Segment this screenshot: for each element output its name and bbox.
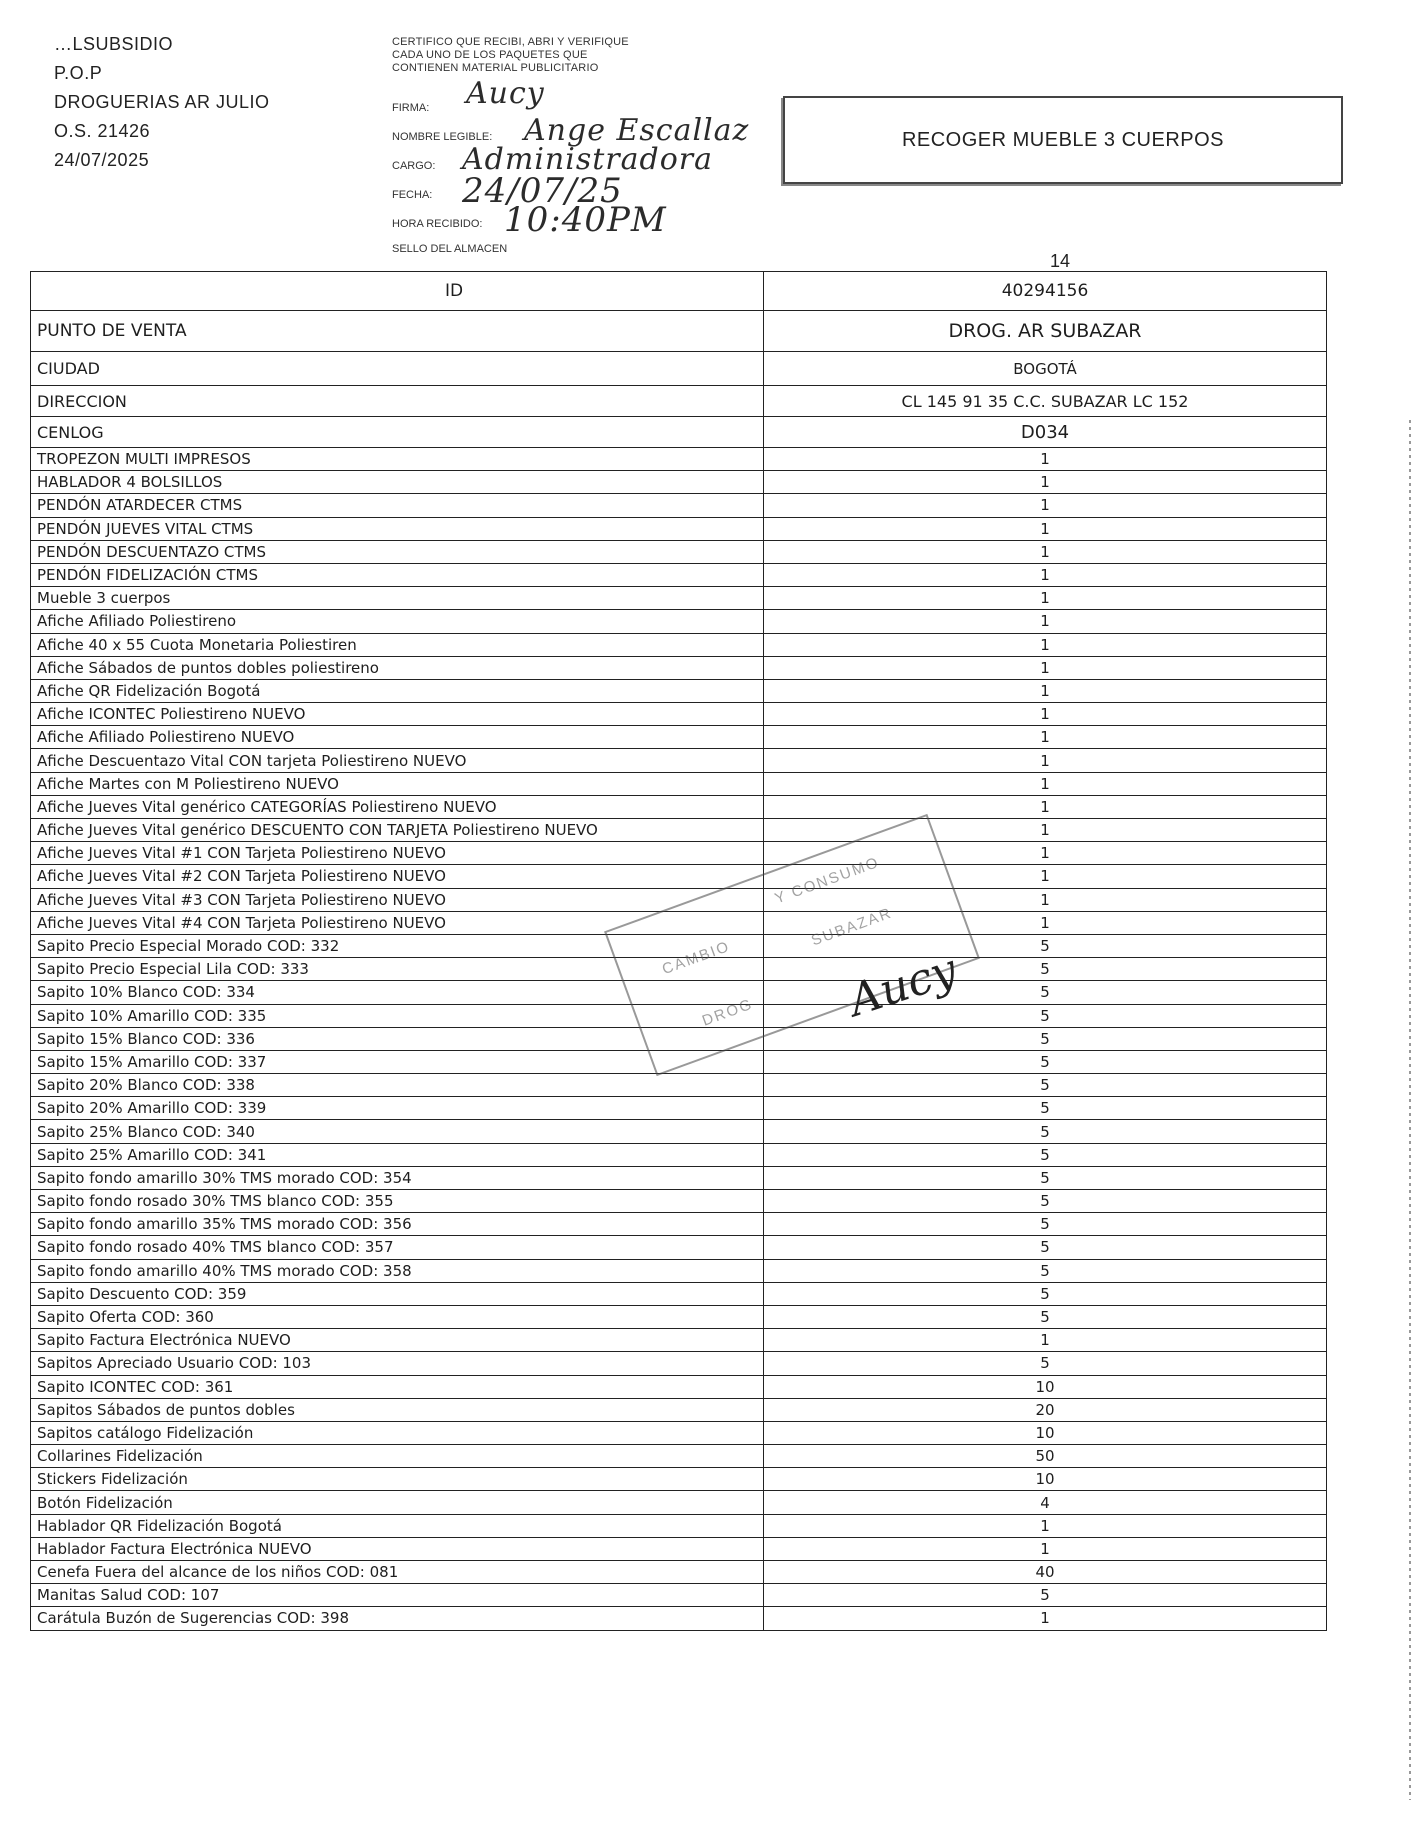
item-name: Sapito fondo amarillo 35% TMS morado COD: 356 [31, 1213, 764, 1236]
stamp-text: Y CONSUMO [772, 853, 882, 908]
item-name: Sapito fondo amarillo 40% TMS morado COD: 358 [31, 1259, 764, 1282]
table-row [31, 1120, 1327, 1143]
item-quantity: 5 [764, 1352, 1327, 1375]
item-name: Sapito 20% Blanco COD: 338 [31, 1074, 764, 1097]
item-name: Afiche Afiliado Poliestireno NUEVO [31, 726, 764, 749]
table-row [31, 610, 1327, 633]
table-row [31, 1445, 1327, 1468]
item-name: HABLADOR 4 BOLSILLOS [31, 471, 764, 494]
item-quantity: 1 [764, 772, 1327, 795]
item-name: Sapitos Sábados de puntos dobles [31, 1398, 764, 1421]
table-row [31, 865, 1327, 888]
table-row [31, 633, 1327, 656]
table-row [31, 656, 1327, 679]
table-row [31, 587, 1327, 610]
item-name: Sapito fondo amarillo 30% TMS morado COD: 354 [31, 1166, 764, 1189]
table-row [31, 703, 1327, 726]
item-quantity: 10 [764, 1421, 1327, 1444]
ciudad-label: CIUDAD [31, 352, 764, 386]
pickup-note: RECOGER MUEBLE 3 CUERPOS [901, 128, 1225, 151]
item-quantity: 1 [764, 1514, 1327, 1537]
table-row [31, 1607, 1327, 1630]
item-name: Sapito Precio Especial Morado COD: 332 [31, 934, 764, 957]
nombre-label: NOMBRE LEGIBLE: [392, 131, 493, 143]
table-row [31, 1097, 1327, 1120]
item-name: Collarines Fidelización [31, 1445, 764, 1468]
table-row [31, 1190, 1327, 1213]
item-quantity: 10 [764, 1375, 1327, 1398]
item-quantity: 1 [764, 471, 1327, 494]
firma-handwritten: Aucy [466, 76, 545, 111]
table-row [31, 795, 1327, 818]
item-quantity: 1 [764, 610, 1327, 633]
table-row [31, 471, 1327, 494]
item-name: Afiche Jueves Vital #2 CON Tarjeta Poliestireno NUEVO [31, 865, 764, 888]
stamp-text: DROG [699, 995, 756, 1030]
document-header [54, 30, 270, 175]
item-name: PENDÓN DESCUENTAZO CTMS [31, 540, 764, 563]
item-quantity: 5 [764, 1004, 1327, 1027]
item-quantity: 1 [764, 1537, 1327, 1560]
item-quantity: 4 [764, 1491, 1327, 1514]
item-quantity: 5 [764, 1143, 1327, 1166]
item-name: Sapito 15% Blanco COD: 336 [31, 1027, 764, 1050]
cert-line: CONTIENEN MATERIAL PUBLICITARIO [392, 62, 599, 74]
item-quantity: 1 [764, 633, 1327, 656]
stamp-text: CAMBIO [659, 937, 733, 979]
table-row [31, 1468, 1327, 1491]
item-quantity: 1 [764, 819, 1327, 842]
table-row [31, 1421, 1327, 1444]
table-row [31, 1305, 1327, 1328]
org-name: …LSUBSIDIO [54, 34, 174, 54]
nombre-handwritten: Ange Escallaz [524, 113, 750, 148]
item-quantity: 5 [764, 934, 1327, 957]
item-quantity: 5 [764, 1166, 1327, 1189]
item-name: Afiche QR Fidelización Bogotá [31, 679, 764, 702]
item-name: Sapito 25% Amarillo COD: 341 [31, 1143, 764, 1166]
item-name: Manitas Salud COD: 107 [31, 1584, 764, 1607]
item-name: Hablador QR Fidelización Bogotá [31, 1514, 764, 1537]
table-row [31, 1236, 1327, 1259]
item-name: PENDÓN JUEVES VITAL CTMS [31, 517, 764, 540]
item-quantity: 5 [764, 958, 1327, 981]
item-name: Sapito 10% Amarillo COD: 335 [31, 1004, 764, 1027]
item-name: Afiche Jueves Vital #4 CON Tarjeta Poliestireno NUEVO [31, 911, 764, 934]
fecha-label: FECHA: [392, 189, 433, 201]
cenlog-value: D034 [764, 417, 1327, 448]
table-row [31, 1074, 1327, 1097]
table-row [31, 726, 1327, 749]
direccion-label: DIRECCION [31, 386, 764, 417]
box-number: 14 [1050, 251, 1071, 271]
item-quantity: 1 [764, 1607, 1327, 1630]
table-row [31, 1282, 1327, 1305]
table-row [31, 540, 1327, 563]
punto-venta-row [31, 311, 1327, 352]
table-row [31, 842, 1327, 865]
item-name: Sapito 15% Amarillo COD: 337 [31, 1050, 764, 1073]
table-row [31, 749, 1327, 772]
item-name: Afiche Jueves Vital #1 CON Tarjeta Poliestireno NUEVO [31, 842, 764, 865]
item-name: Afiche Jueves Vital genérico DESCUENTO CON TARJETA Poliestireno NUEVO [31, 819, 764, 842]
doc-type: P.O.P [54, 63, 103, 83]
item-quantity: 5 [764, 1050, 1327, 1073]
item-name: Sapito fondo rosado 30% TMS blanco COD: 355 [31, 1190, 764, 1213]
firma-label: FIRMA: [392, 102, 430, 114]
item-name: Carátula Buzón de Sugerencias COD: 398 [31, 1607, 764, 1630]
item-name: Botón Fidelización [31, 1491, 764, 1514]
item-name: Sapito fondo rosado 40% TMS blanco COD: 357 [31, 1236, 764, 1259]
table-row [31, 1584, 1327, 1607]
item-quantity: 1 [764, 679, 1327, 702]
item-name: Afiche 40 x 55 Cuota Monetaria Poliestiren [31, 633, 764, 656]
table-row [31, 1259, 1327, 1282]
item-quantity: 1 [764, 448, 1327, 471]
item-quantity: 5 [764, 1120, 1327, 1143]
id-label: ID [31, 272, 764, 311]
order-date: 24/07/2025 [54, 150, 150, 170]
table-row [31, 1329, 1327, 1352]
item-quantity: 50 [764, 1445, 1327, 1468]
stamp-text: SUBAZAR [809, 904, 895, 950]
item-name: Sapito 25% Blanco COD: 340 [31, 1120, 764, 1143]
item-name: Stickers Fidelización [31, 1468, 764, 1491]
item-name: Afiche Martes con M Poliestireno NUEVO [31, 772, 764, 795]
client-name: DROGUERIAS AR JULIO [54, 92, 270, 112]
cert-line: CADA UNO DE LOS PAQUETES QUE [392, 49, 588, 61]
certification-text [392, 36, 629, 75]
table-row [31, 494, 1327, 517]
cert-line: CERTIFICO QUE RECIBI, ABRI Y VERIFIQUE [392, 36, 629, 48]
item-quantity: 1 [764, 795, 1327, 818]
item-name: TROPEZON MULTI IMPRESOS [31, 448, 764, 471]
item-quantity: 1 [764, 563, 1327, 586]
cenlog-label: CENLOG [31, 417, 764, 448]
item-quantity: 5 [764, 981, 1327, 1004]
item-quantity: 5 [764, 1259, 1327, 1282]
table-row [31, 679, 1327, 702]
item-quantity: 10 [764, 1468, 1327, 1491]
item-quantity: 5 [764, 1213, 1327, 1236]
punto-venta-label: PUNTO DE VENTA [31, 311, 764, 352]
order-number: O.S. 21426 [54, 121, 151, 141]
direccion-row [31, 386, 1327, 417]
hora-label: HORA RECIBIDO: [392, 218, 483, 230]
table-row [31, 1514, 1327, 1537]
cenlog-row [31, 417, 1327, 448]
item-quantity: 1 [764, 842, 1327, 865]
table-row [31, 1491, 1327, 1514]
item-name: Sapito Precio Especial Lila COD: 333 [31, 958, 764, 981]
item-quantity: 1 [764, 517, 1327, 540]
item-name: Mueble 3 cuerpos [31, 587, 764, 610]
table-row [31, 448, 1327, 471]
id-row [31, 272, 1327, 311]
direccion-value: CL 145 91 35 C.C. SUBAZAR LC 152 [764, 386, 1327, 417]
item-name: Sapitos catálogo Fidelización [31, 1421, 764, 1444]
item-name: Sapito Factura Electrónica NUEVO [31, 1329, 764, 1352]
cargo-label: CARGO: [392, 160, 436, 172]
id-value: 40294156 [764, 272, 1327, 311]
item-name: Cenefa Fuera del alcance de los niños COD: 081 [31, 1561, 764, 1584]
item-quantity: 1 [764, 749, 1327, 772]
item-quantity: 40 [764, 1561, 1327, 1584]
sello-label: SELLO DEL ALMACEN [392, 243, 508, 255]
cargo-handwritten: Administradora [462, 142, 713, 177]
punto-venta-value: DROG. AR SUBAZAR [764, 311, 1327, 352]
table-row [31, 772, 1327, 795]
item-quantity: 1 [764, 726, 1327, 749]
item-quantity: 1 [764, 587, 1327, 610]
item-quantity: 1 [764, 540, 1327, 563]
item-quantity: 5 [764, 1305, 1327, 1328]
item-quantity: 1 [764, 656, 1327, 679]
item-name: Afiche Afiliado Poliestireno [31, 610, 764, 633]
table-row [31, 819, 1327, 842]
table-row [31, 1561, 1327, 1584]
item-quantity: 5 [764, 1190, 1327, 1213]
item-name: Afiche Sábados de puntos dobles poliestireno [31, 656, 764, 679]
fecha-handwritten: 24/07/25 [462, 171, 623, 211]
table-row [31, 517, 1327, 540]
table-row [31, 563, 1327, 586]
item-quantity: 20 [764, 1398, 1327, 1421]
item-name: PENDÓN ATARDECER CTMS [31, 494, 764, 517]
item-name: Sapitos Apreciado Usuario COD: 103 [31, 1352, 764, 1375]
item-quantity: 1 [764, 911, 1327, 934]
scan-edge [1409, 420, 1411, 1800]
item-quantity: 5 [764, 1282, 1327, 1305]
table-row [31, 1398, 1327, 1421]
item-name: Sapito Descuento COD: 359 [31, 1282, 764, 1305]
item-quantity: 1 [764, 1329, 1327, 1352]
table-row [31, 1143, 1327, 1166]
item-name: Afiche Jueves Vital genérico CATEGORÍAS Poliestireno NUEVO [31, 795, 764, 818]
item-quantity: 5 [764, 1584, 1327, 1607]
table-row [31, 1537, 1327, 1560]
ciudad-value: BOGOTÁ [764, 352, 1327, 386]
table-row [31, 1213, 1327, 1236]
item-name: Hablador Factura Electrónica NUEVO [31, 1537, 764, 1560]
item-quantity: 1 [764, 888, 1327, 911]
item-name: PENDÓN FIDELIZACIÓN CTMS [31, 563, 764, 586]
item-name: Sapito Oferta COD: 360 [31, 1305, 764, 1328]
item-name: Afiche ICONTEC Poliestireno NUEVO [31, 703, 764, 726]
table-row [31, 1352, 1327, 1375]
item-name: Sapito 20% Amarillo COD: 339 [31, 1097, 764, 1120]
hora-handwritten: 10:40PM [504, 200, 667, 240]
item-quantity: 5 [764, 1236, 1327, 1259]
table-row [31, 1375, 1327, 1398]
item-quantity: 5 [764, 1097, 1327, 1120]
ciudad-row [31, 352, 1327, 386]
item-name: Afiche Descuentazo Vital CON tarjeta Poliestireno NUEVO [31, 749, 764, 772]
table-row [31, 1166, 1327, 1189]
item-quantity: 5 [764, 1027, 1327, 1050]
item-quantity: 5 [764, 1074, 1327, 1097]
item-name: Afiche Jueves Vital #3 CON Tarjeta Poliestireno NUEVO [31, 888, 764, 911]
item-name: Sapito 10% Blanco COD: 334 [31, 981, 764, 1004]
pickup-note-box [783, 96, 1343, 184]
stamp-signature: Aucy [842, 944, 963, 1027]
item-name: Sapito ICONTEC COD: 361 [31, 1375, 764, 1398]
item-quantity: 1 [764, 494, 1327, 517]
item-quantity: 1 [764, 703, 1327, 726]
item-quantity: 1 [764, 865, 1327, 888]
